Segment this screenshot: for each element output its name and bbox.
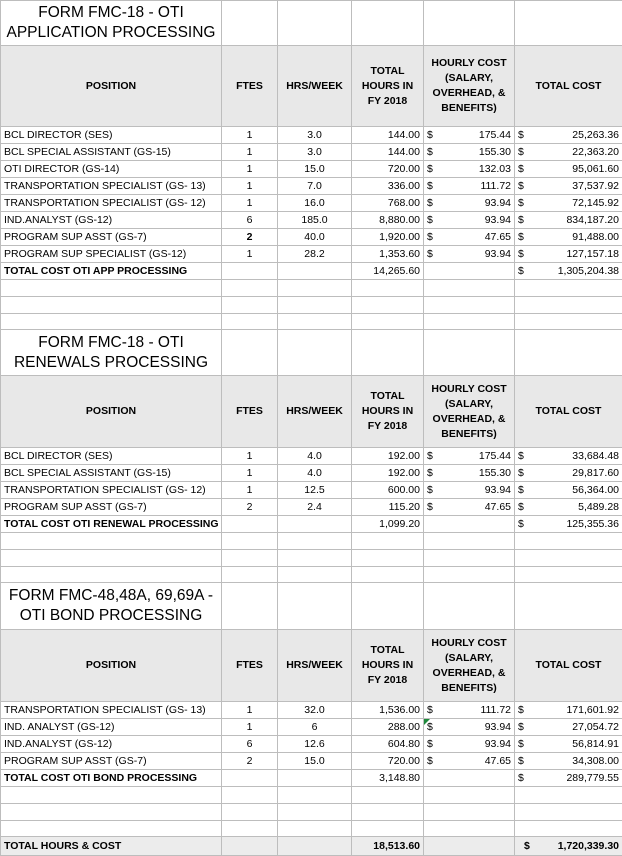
grand-total-cost bbox=[515, 837, 622, 856]
hourly-cost-cell-amount: 47.65 bbox=[485, 500, 511, 515]
currency-symbol: $ bbox=[518, 449, 524, 464]
header-ftes: FTES bbox=[222, 630, 278, 702]
total-hours-cell: 1,353.60 bbox=[352, 246, 424, 263]
table-row bbox=[1, 482, 622, 499]
currency-symbol: $ bbox=[518, 264, 524, 279]
column-header-row bbox=[1, 630, 622, 702]
section-total-cost-amount: 289,779.55 bbox=[566, 771, 619, 786]
section-total-cost bbox=[515, 263, 622, 280]
total-cost-cell-value bbox=[518, 737, 619, 752]
total-cost-cell-value bbox=[518, 230, 619, 245]
hrs-week-cell: 32.0 bbox=[278, 702, 352, 719]
column-header-row bbox=[1, 376, 622, 448]
total-cost-cell bbox=[515, 753, 622, 770]
currency-symbol: $ bbox=[427, 179, 433, 194]
currency-symbol: $ bbox=[518, 703, 524, 718]
ftes-cell: 1 bbox=[222, 161, 278, 178]
hourly-cost-cell bbox=[424, 127, 515, 144]
section-total-cost-amount: 1,305,204.38 bbox=[558, 264, 619, 279]
ftes-cell: 1 bbox=[222, 127, 278, 144]
spacer-row bbox=[1, 280, 622, 297]
ftes-cell: 6 bbox=[222, 212, 278, 229]
currency-symbol: $ bbox=[427, 247, 433, 262]
total-cost-cell-value bbox=[518, 449, 619, 464]
total-cost-cell bbox=[515, 212, 622, 229]
position-cell: TRANSPORTATION SPECIALIST (GS- 12) bbox=[1, 195, 222, 212]
hourly-cost-cell-value bbox=[427, 128, 511, 143]
header-total-hours: TOTAL HOURS IN FY 2018 bbox=[352, 46, 424, 127]
hourly-cost-cell-value bbox=[427, 230, 511, 245]
spacer-row bbox=[1, 821, 622, 837]
total-cost-cell bbox=[515, 229, 622, 246]
total-hours-cell: 1,536.00 bbox=[352, 702, 424, 719]
hourly-cost-cell bbox=[424, 736, 515, 753]
position-cell: PROGRAM SUP ASST (GS-7) bbox=[1, 499, 222, 516]
currency-symbol: $ bbox=[518, 483, 524, 498]
total-hours-cell: 144.00 bbox=[352, 127, 424, 144]
position-cell: PROGRAM SUP ASST (GS-7) bbox=[1, 753, 222, 770]
total-hours-cell: 768.00 bbox=[352, 195, 424, 212]
hourly-cost-cell-amount: 93.94 bbox=[485, 737, 511, 752]
total-hours-cell: 192.00 bbox=[352, 465, 424, 482]
section-total-cost-amount: 125,355.36 bbox=[566, 517, 619, 532]
total-hours-cell: 115.20 bbox=[352, 499, 424, 516]
section-title-row bbox=[1, 583, 622, 630]
total-cost-cell-amount: 834,187.20 bbox=[566, 213, 619, 228]
currency-symbol: $ bbox=[518, 162, 524, 177]
table-row bbox=[1, 161, 622, 178]
total-cost-cell-value bbox=[518, 483, 619, 498]
total-cost-cell-amount: 91,488.00 bbox=[572, 230, 619, 245]
currency-symbol: $ bbox=[427, 128, 433, 143]
position-cell: PROGRAM SUP SPECIALIST (GS-12) bbox=[1, 246, 222, 263]
total-cost-cell-value bbox=[518, 128, 619, 143]
ftes-cell: 1 bbox=[222, 246, 278, 263]
section-title-row bbox=[1, 1, 622, 46]
hourly-cost-cell-value bbox=[427, 483, 511, 498]
total-cost-cell-value bbox=[518, 213, 619, 228]
position-cell: PROGRAM SUP ASST (GS-7) bbox=[1, 229, 222, 246]
hourly-cost-cell-amount: 155.30 bbox=[479, 145, 511, 160]
hourly-cost-cell-value bbox=[427, 754, 511, 769]
currency-symbol: $ bbox=[518, 771, 524, 786]
total-hours-cell: 600.00 bbox=[352, 482, 424, 499]
hourly-cost-cell-amount: 155.30 bbox=[479, 466, 511, 481]
header-total-cost: TOTAL COST bbox=[515, 630, 622, 702]
section-total-label: TOTAL COST OTI RENEWAL PROCESSING bbox=[1, 516, 222, 533]
ftes-cell: 1 bbox=[222, 719, 278, 736]
hourly-cost-cell-amount: 111.72 bbox=[480, 703, 511, 718]
total-cost-cell bbox=[515, 144, 622, 161]
header-hourly-cost: HOURLY COST (SALARY, OVERHEAD, & BENEFITS) bbox=[424, 46, 515, 127]
position-cell: BCL SPECIAL ASSISTANT (GS-15) bbox=[1, 465, 222, 482]
hourly-cost-cell bbox=[424, 195, 515, 212]
total-cost-cell-value bbox=[518, 703, 619, 718]
hourly-cost-cell bbox=[424, 465, 515, 482]
hourly-cost-cell-value bbox=[427, 737, 511, 752]
hrs-week-cell: 28.2 bbox=[278, 246, 352, 263]
header-hourly-cost: HOURLY COST (SALARY, OVERHEAD, & BENEFITS) bbox=[424, 630, 515, 702]
section-title: FORM FMC-18 - OTI APPLICATION PROCESSING bbox=[1, 1, 222, 46]
total-cost-cell bbox=[515, 195, 622, 212]
currency-symbol: $ bbox=[518, 145, 524, 160]
total-cost-cell-amount: 127,157.18 bbox=[566, 247, 619, 262]
column-header-row bbox=[1, 46, 622, 127]
total-cost-cell bbox=[515, 499, 622, 516]
ftes-cell: 1 bbox=[222, 448, 278, 465]
position-cell: OTI DIRECTOR (GS-14) bbox=[1, 161, 222, 178]
section-title-row bbox=[1, 330, 622, 376]
total-cost-cell-value bbox=[518, 196, 619, 211]
table-row bbox=[1, 246, 622, 263]
hourly-cost-cell-amount: 47.65 bbox=[485, 754, 511, 769]
total-cost-cell-amount: 37,537.92 bbox=[572, 179, 619, 194]
table-row bbox=[1, 736, 622, 753]
table-row bbox=[1, 719, 622, 736]
hourly-cost-cell bbox=[424, 178, 515, 195]
hrs-week-cell: 3.0 bbox=[278, 127, 352, 144]
table-row bbox=[1, 753, 622, 770]
hourly-cost-cell bbox=[424, 482, 515, 499]
currency-symbol: $ bbox=[518, 466, 524, 481]
hourly-cost-cell-value bbox=[427, 500, 511, 515]
total-cost-cell bbox=[515, 465, 622, 482]
spacer-row bbox=[1, 567, 622, 583]
header-total-cost: TOTAL COST bbox=[515, 376, 622, 448]
grand-total-label: TOTAL HOURS & COST bbox=[1, 837, 222, 856]
header-hourly-cost: HOURLY COST (SALARY, OVERHEAD, & BENEFITS) bbox=[424, 376, 515, 448]
hrs-week-cell: 6 bbox=[278, 719, 352, 736]
total-cost-cell-amount: 5,489.28 bbox=[578, 500, 619, 515]
table-row bbox=[1, 499, 622, 516]
section-total-label: TOTAL COST OTI BOND PROCESSING bbox=[1, 770, 222, 787]
currency-symbol: $ bbox=[518, 213, 524, 228]
hourly-cost-cell bbox=[424, 212, 515, 229]
total-cost-cell-value bbox=[518, 179, 619, 194]
table-row bbox=[1, 465, 622, 482]
currency-symbol: $ bbox=[427, 145, 433, 160]
position-cell: BCL SPECIAL ASSISTANT (GS-15) bbox=[1, 144, 222, 161]
currency-symbol: $ bbox=[518, 230, 524, 245]
total-cost-cell bbox=[515, 127, 622, 144]
hourly-cost-cell bbox=[424, 499, 515, 516]
spacer-row bbox=[1, 297, 622, 314]
spacer-row bbox=[1, 550, 622, 567]
hourly-cost-cell-amount: 93.94 bbox=[485, 196, 511, 211]
hourly-cost-cell bbox=[424, 246, 515, 263]
total-hours-cell: 604.80 bbox=[352, 736, 424, 753]
hourly-cost-cell-amount: 93.94 bbox=[485, 483, 511, 498]
table-row bbox=[1, 212, 622, 229]
ftes-cell: 6 bbox=[222, 736, 278, 753]
section-title: FORM FMC-18 - OTI RENEWALS PROCESSING bbox=[1, 330, 222, 376]
table-row bbox=[1, 195, 622, 212]
header-hrs-week: HRS/WEEK bbox=[278, 376, 352, 448]
currency-symbol: $ bbox=[427, 449, 433, 464]
total-cost-cell bbox=[515, 482, 622, 499]
position-cell: TRANSPORTATION SPECIALIST (GS- 12) bbox=[1, 482, 222, 499]
currency-symbol: $ bbox=[427, 466, 433, 481]
position-cell: IND.ANALYST (GS-12) bbox=[1, 212, 222, 229]
ftes-cell: 1 bbox=[222, 482, 278, 499]
ftes-cell: 1 bbox=[222, 144, 278, 161]
section-total-cost bbox=[515, 770, 622, 787]
table-row bbox=[1, 144, 622, 161]
hourly-cost-cell-value bbox=[427, 162, 511, 177]
table-row bbox=[1, 229, 622, 246]
hourly-cost-cell-value bbox=[427, 466, 511, 481]
hourly-cost-cell bbox=[424, 702, 515, 719]
position-cell: BCL DIRECTOR (SES) bbox=[1, 127, 222, 144]
hrs-week-cell: 12.6 bbox=[278, 736, 352, 753]
hourly-cost-cell-amount: 93.94 bbox=[485, 213, 511, 228]
position-cell: TRANSPORTATION SPECIALIST (GS- 13) bbox=[1, 178, 222, 195]
total-cost-cell-value bbox=[518, 145, 619, 160]
ftes-cell: 2 bbox=[222, 499, 278, 516]
hourly-cost-cell-value bbox=[427, 213, 511, 228]
hourly-cost-cell bbox=[424, 144, 515, 161]
total-cost-cell-amount: 33,684.48 bbox=[572, 449, 619, 464]
section-total-label: TOTAL COST OTI APP PROCESSING bbox=[1, 263, 222, 280]
currency-symbol: $ bbox=[524, 839, 530, 854]
section-total-row bbox=[1, 263, 622, 280]
ftes-cell: 1 bbox=[222, 178, 278, 195]
currency-symbol: $ bbox=[427, 754, 433, 769]
hourly-cost-cell-value bbox=[427, 449, 511, 464]
currency-symbol: $ bbox=[518, 179, 524, 194]
hrs-week-cell: 4.0 bbox=[278, 448, 352, 465]
total-cost-cell bbox=[515, 719, 622, 736]
total-cost-cell bbox=[515, 178, 622, 195]
grand-total-hours: 18,513.60 bbox=[352, 837, 424, 856]
total-cost-cell-amount: 25,263.36 bbox=[572, 128, 619, 143]
hrs-week-cell: 40.0 bbox=[278, 229, 352, 246]
hrs-week-cell: 12.5 bbox=[278, 482, 352, 499]
hourly-cost-cell bbox=[424, 753, 515, 770]
total-hours-cell: 144.00 bbox=[352, 144, 424, 161]
header-total-hours: TOTAL HOURS IN FY 2018 bbox=[352, 630, 424, 702]
hourly-cost-cell-amount: 175.44 bbox=[479, 449, 511, 464]
total-cost-cell bbox=[515, 736, 622, 753]
currency-symbol: $ bbox=[518, 754, 524, 769]
ftes-cell: 1 bbox=[222, 195, 278, 212]
hourly-cost-cell bbox=[424, 448, 515, 465]
total-cost-cell-amount: 56,814.91 bbox=[572, 737, 619, 752]
total-cost-cell-value bbox=[518, 247, 619, 262]
total-cost-cell bbox=[515, 448, 622, 465]
total-cost-cell-amount: 171,601.92 bbox=[566, 703, 619, 718]
hrs-week-cell: 15.0 bbox=[278, 161, 352, 178]
hourly-cost-cell-value bbox=[427, 196, 511, 211]
spacer-row bbox=[1, 787, 622, 804]
total-cost-cell-amount: 22,363.20 bbox=[572, 145, 619, 160]
total-cost-cell bbox=[515, 161, 622, 178]
currency-symbol: $ bbox=[518, 247, 524, 262]
header-ftes: FTES bbox=[222, 376, 278, 448]
hourly-cost-cell bbox=[424, 229, 515, 246]
table-row bbox=[1, 448, 622, 465]
total-cost-cell-value bbox=[518, 162, 619, 177]
total-hours-cell: 720.00 bbox=[352, 753, 424, 770]
hourly-cost-cell-amount: 93.94 bbox=[485, 720, 511, 735]
total-cost-cell-amount: 34,308.00 bbox=[572, 754, 619, 769]
header-ftes: FTES bbox=[222, 46, 278, 127]
hourly-cost-cell-value bbox=[427, 145, 511, 160]
hourly-cost-cell-value bbox=[427, 247, 511, 262]
total-cost-cell-amount: 29,817.60 bbox=[572, 466, 619, 481]
position-cell: IND. ANALYST (GS-12) bbox=[1, 719, 222, 736]
hrs-week-cell: 15.0 bbox=[278, 753, 352, 770]
table-row bbox=[1, 127, 622, 144]
total-hours-cell: 336.00 bbox=[352, 178, 424, 195]
grand-total-cost-value bbox=[518, 839, 619, 854]
grand-total-row bbox=[1, 837, 622, 856]
total-cost-cell-value bbox=[518, 466, 619, 481]
currency-symbol: $ bbox=[427, 196, 433, 211]
currency-symbol: $ bbox=[518, 128, 524, 143]
hourly-cost-cell-amount: 132.03 bbox=[479, 162, 511, 177]
header-position: POSITION bbox=[1, 630, 222, 702]
ftes-cell: 1 bbox=[222, 465, 278, 482]
total-hours-cell: 1,920.00 bbox=[352, 229, 424, 246]
hourly-cost-cell-amount: 47.65 bbox=[485, 230, 511, 245]
hourly-cost-cell-value bbox=[427, 179, 511, 194]
total-hours-cell: 288.00 bbox=[352, 719, 424, 736]
hourly-cost-cell-value bbox=[427, 703, 511, 718]
table-row bbox=[1, 702, 622, 719]
currency-symbol: $ bbox=[518, 500, 524, 515]
total-cost-cell bbox=[515, 702, 622, 719]
ftes-cell: 2 bbox=[222, 753, 278, 770]
currency-symbol: $ bbox=[427, 483, 433, 498]
total-cost-cell-value bbox=[518, 720, 619, 735]
hourly-cost-cell bbox=[424, 161, 515, 178]
hourly-cost-cell bbox=[424, 719, 515, 736]
total-cost-cell-value bbox=[518, 500, 619, 515]
header-position: POSITION bbox=[1, 46, 222, 127]
hrs-week-cell: 3.0 bbox=[278, 144, 352, 161]
hourly-cost-cell-value bbox=[427, 720, 511, 735]
currency-symbol: $ bbox=[518, 737, 524, 752]
section-total-hours: 14,265.60 bbox=[352, 263, 424, 280]
total-hours-cell: 8,880.00 bbox=[352, 212, 424, 229]
table-row bbox=[1, 178, 622, 195]
currency-symbol: $ bbox=[518, 720, 524, 735]
currency-symbol: $ bbox=[518, 196, 524, 211]
hrs-week-cell: 7.0 bbox=[278, 178, 352, 195]
spacer-row bbox=[1, 804, 622, 821]
position-cell: BCL DIRECTOR (SES) bbox=[1, 448, 222, 465]
spacer-row bbox=[1, 314, 622, 330]
section-total-cost-value bbox=[518, 264, 619, 279]
hrs-week-cell: 4.0 bbox=[278, 465, 352, 482]
hrs-week-cell: 16.0 bbox=[278, 195, 352, 212]
position-cell: TRANSPORTATION SPECIALIST (GS- 13) bbox=[1, 702, 222, 719]
total-cost-cell-amount: 27,054.72 bbox=[572, 720, 619, 735]
section-total-cost-value bbox=[518, 771, 619, 786]
hourly-cost-cell-amount: 93.94 bbox=[485, 247, 511, 262]
ftes-cell: 1 bbox=[222, 702, 278, 719]
hrs-week-cell: 185.0 bbox=[278, 212, 352, 229]
total-cost-cell bbox=[515, 246, 622, 263]
section-total-cost bbox=[515, 516, 622, 533]
total-cost-cell-amount: 72,145.92 bbox=[572, 196, 619, 211]
currency-symbol: $ bbox=[518, 517, 524, 532]
currency-symbol: $ bbox=[427, 500, 433, 515]
total-cost-cell-amount: 95,061.60 bbox=[572, 162, 619, 177]
currency-symbol: $ bbox=[427, 162, 433, 177]
header-position: POSITION bbox=[1, 376, 222, 448]
header-total-hours: TOTAL HOURS IN FY 2018 bbox=[352, 376, 424, 448]
total-cost-cell-value bbox=[518, 754, 619, 769]
total-hours-cell: 192.00 bbox=[352, 448, 424, 465]
header-hrs-week: HRS/WEEK bbox=[278, 46, 352, 127]
section-total-row bbox=[1, 516, 622, 533]
currency-symbol: $ bbox=[427, 213, 433, 228]
header-hrs-week: HRS/WEEK bbox=[278, 630, 352, 702]
total-cost-cell-amount: 56,364.00 bbox=[572, 483, 619, 498]
section-total-hours: 3,148.80 bbox=[352, 770, 424, 787]
currency-symbol: $ bbox=[427, 230, 433, 245]
section-total-row bbox=[1, 770, 622, 787]
currency-symbol: $ bbox=[427, 703, 433, 718]
section-title: FORM FMC-48,48A, 69,69A - OTI BOND PROCESSING bbox=[1, 583, 222, 630]
currency-symbol: $ bbox=[427, 737, 433, 752]
section-total-cost-value bbox=[518, 517, 619, 532]
currency-symbol: $ bbox=[427, 720, 433, 735]
grand-total-cost-amount: 1,720,339.30 bbox=[558, 839, 619, 854]
hourly-cost-cell-amount: 175.44 bbox=[479, 128, 511, 143]
hourly-cost-cell-amount: 111.72 bbox=[480, 179, 511, 194]
section-total-hours: 1,099.20 bbox=[352, 516, 424, 533]
hrs-week-cell: 2.4 bbox=[278, 499, 352, 516]
ftes-cell: 2 bbox=[222, 229, 278, 246]
header-total-cost: TOTAL COST bbox=[515, 46, 622, 127]
total-hours-cell: 720.00 bbox=[352, 161, 424, 178]
spacer-row bbox=[1, 533, 622, 550]
position-cell: IND.ANALYST (GS-12) bbox=[1, 736, 222, 753]
